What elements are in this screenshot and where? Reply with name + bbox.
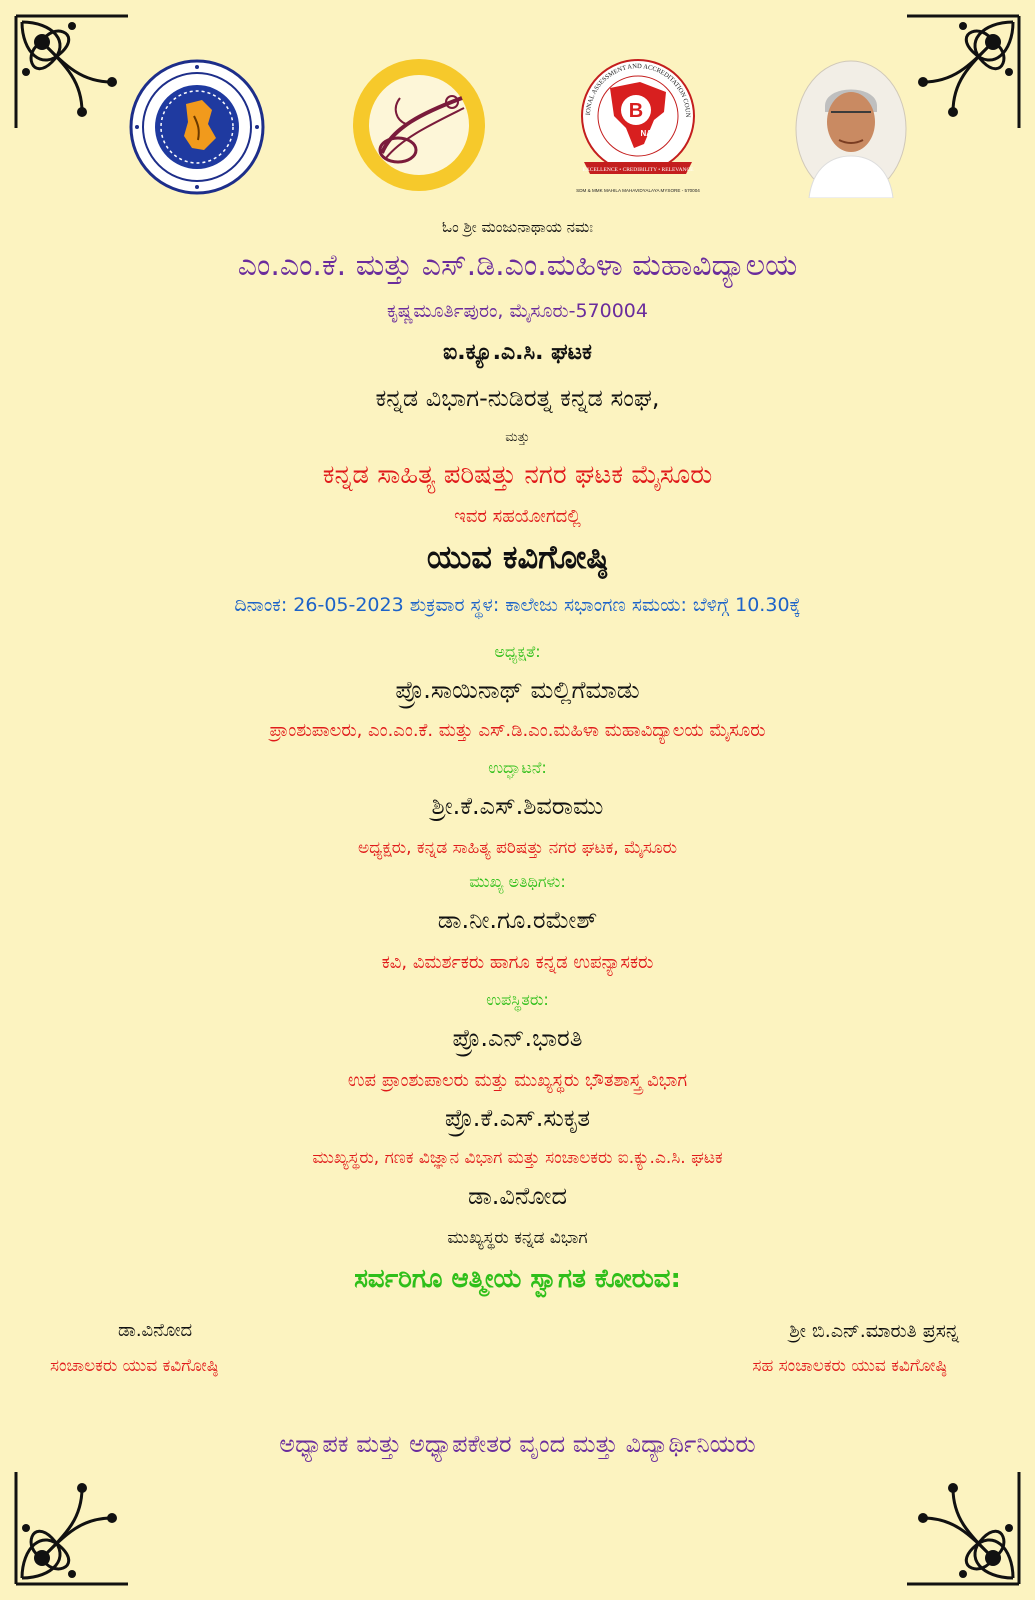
department-name: ಕನ್ನಡ ವಿಭಾಗ-ನುಡಿರತ್ನ ಕನ್ನಡ ಸಂಘ, — [375, 384, 660, 412]
svg-text:NATIONAL ASSESSMENT AND ACCRED: IONAL ASSESSMENT AND ACCREDITATION COUN — [584, 62, 692, 118]
invocation: ಓಂ ಶ್ರೀ ಮಂಜುನಾಥಾಯ ನಮಃ — [441, 218, 593, 236]
presence-1-role: ಉಪ ಪ್ರಾಂಶುಪಾಲರು ಮತ್ತು ಮುಖ್ಯಸ್ಥರು ಭೌತಶಾಸ್ತ್ರ ವಿಭಾಗ — [347, 1070, 688, 1091]
president-name: ಪ್ರೊ.ಸಾಯಿನಾಥ್ ಮಲ್ಲಿಗೆಮಾಡು — [395, 676, 640, 704]
cooperation-text: ಇವರ ಸಹಯೋಗದಲ್ಲಿ — [454, 506, 581, 527]
college-address: ಕೃಷ್ಣಮೂರ್ತಿಪುರಂ, ಮೈಸೂರು-570004 — [387, 300, 648, 322]
svg-text:B: B — [628, 100, 644, 122]
presence-1-name: ಪ್ರೊ.ಎನ್.ಭಾರತಿ — [452, 1024, 583, 1052]
naac-logo — [570, 58, 706, 198]
veena-logo-icon — [352, 58, 486, 192]
corner-ornament-bottom-left — [12, 1468, 132, 1588]
corner-ornament-bottom-right — [903, 1468, 1023, 1588]
president-role: ಪ್ರಾಂಶುಪಾಲರು, ಎಂ.ಎಂ.ಕೆ. ಮತ್ತು ಎಸ್.ಡಿ.ಎಂ.ಮಹಿಳಾ ಮಹಾವಿದ್ಯಾಲಯ ಮೈಸೂರು — [269, 720, 766, 741]
presence-3-role: ಮುಖ್ಯಸ್ಥರು ಕನ್ನಡ ವಿಭಾಗ — [447, 1228, 588, 1248]
kannada-sangha-logo-icon — [128, 58, 266, 196]
veena-logo — [352, 58, 486, 192]
svg-text:SDM & MMK MAHILA MAHAVIDYALAYA: SDM & MMK MAHILA MAHAVIDYALAYA MYSORE - 570004 — [576, 188, 700, 193]
chief-guest-name: ಡಾ.ನೀ.ಗೂ.ರಮೇಶ್ — [437, 906, 598, 934]
inauguration-label: ಉದ್ಘಾಟನೆ: — [488, 758, 547, 777]
inaugurator-role: ಅಧ್ಯಕ್ಷರು, ಕನ್ನಡ ಸಾಹಿತ್ಯ ಪರಿಷತ್ತು ನಗರ ಘಟಕ, ಮೈಸೂರು — [357, 838, 677, 858]
co-coordinator-name: ಶ್ರೀ ಬಿ.ಎನ್.ಮಾರುತಿ ಪ್ರಸನ್ನ — [789, 1320, 959, 1342]
conjunction-text: ಮತ್ತು — [505, 430, 530, 445]
presence-2-role: ಮುಖ್ಯಸ್ಥರು, ಗಣಕ ವಿಜ್ಞಾನ ವಿಭಾಗ ಮತ್ತು ಸಂಚಾಲಕರು ಐ.ಕ್ಯು.ಎ.ಸಿ. ಘಟಕ — [312, 1148, 723, 1168]
partner-organization: ಕನ್ನಡ ಸಾಹಿತ್ಯ ಪರಿಷತ್ತು ನಗರ ಘಟಕ ಮೈಸೂರು — [322, 460, 713, 490]
corner-ornament-top-left — [12, 12, 132, 132]
svg-text:EXCELLENCE • CREDIBILITY • REL: EXCELLENCE • CREDIBILITY • RELEVANCE — [582, 167, 694, 173]
inaugurator-name: ಶ್ರೀ.ಕೆ.ಎಸ್.ಶಿವರಾಮು — [431, 792, 604, 820]
coordinator-role: ಸಂಚಾಲಕರು ಯುವ ಕವಿಗೋಷ್ಠಿ — [50, 1356, 219, 1376]
coordinator-name: ಡಾ.ವಿನೋದ — [118, 1320, 193, 1341]
chief-guests-label: ಮುಖ್ಯ ಅತಿಥಿಗಳು: — [469, 872, 566, 891]
naac-logo-icon — [570, 58, 706, 198]
flourish-icon — [12, 12, 132, 132]
co-coordinator-role: ಸಹ ಸಂಚಾಲಕರು ಯುವ ಕವಿಗೋಷ್ಠಿ — [752, 1356, 947, 1376]
svg-text:NAAC: NAAC — [640, 129, 664, 138]
iqac-unit: ಐ.ಕ್ಯೂ.ಎ.ಸಿ. ಘಟಕ — [443, 340, 592, 365]
chief-guest-role: ಕವಿ, ವಿಮರ್ಶಕರು ಹಾಗೂ ಕನ್ನಡ ಉಪನ್ಯಾಸಕರು — [381, 952, 654, 973]
welcome-text: ಸರ್ವರಿಗೂ ಆತ್ಮೀಯ ಸ್ವಾಗತ ಕೋರುವ: — [354, 1264, 681, 1294]
portrait-photo — [795, 60, 907, 198]
presence-label: ಉಪಸ್ಥಿತರು: — [486, 990, 549, 1009]
kannada-sangha-logo — [128, 58, 266, 196]
presence-2-name: ಪ್ರೊ.ಕೆ.ಎಸ್.ಸುಕೃತ — [444, 1104, 591, 1132]
corner-ornament-top-right — [903, 12, 1023, 132]
flourish-icon — [903, 1468, 1023, 1588]
flourish-icon — [12, 1468, 132, 1588]
college-name: ಎಂ.ಎಂ.ಕೆ. ಮತ್ತು ಎಸ್.ಡಿ.ಎಂ.ಮಹಿಳಾ ಮಹಾವಿದ್ಯಾಲಯ — [237, 248, 798, 283]
event-schedule: ದಿನಾಂಕ: 26-05-2023 ಶುಕ್ರವಾರ ಸ್ಥಳ: ಕಾಲೇಜು ಸಭಾಂಗಣ ಸಮಯ: ಬೆಳಿಗ್ಗೆ 10.30ಕ್ಕೆ — [234, 594, 801, 616]
event-title: ಯುವ ಕವಿಗೋಷ್ಠಿ — [426, 538, 609, 576]
presidency-label: ಅಧ್ಯಕ್ಷತೆ: — [494, 642, 541, 661]
flourish-icon — [903, 12, 1023, 132]
presence-3-name: ಡಾ.ವಿನೋದ — [468, 1182, 567, 1210]
closing-line: ಅಧ್ಯಾಪಕ ಮತ್ತು ಅಧ್ಯಾಪಕೇತರ ವೃಂದ ಮತ್ತು ವಿದ್ಯಾರ್ಥಿನಿಯರು — [279, 1430, 756, 1458]
portrait-photo-icon — [795, 60, 907, 198]
